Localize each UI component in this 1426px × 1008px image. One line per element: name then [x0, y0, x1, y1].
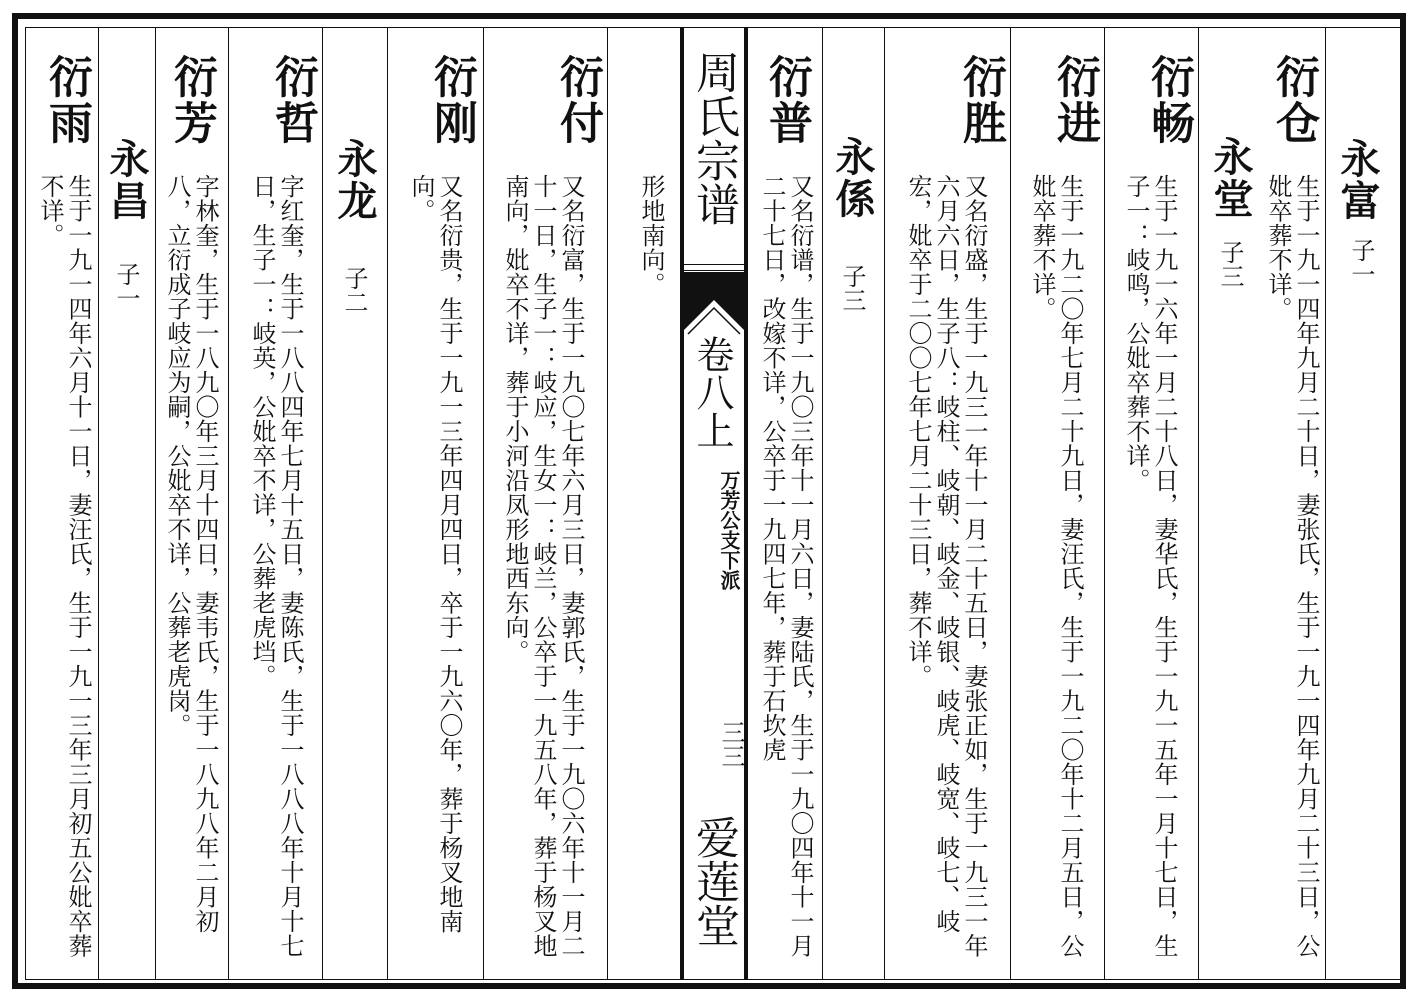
fish-tail-ornament-icon [684, 272, 744, 342]
continuation-column [609, 28, 679, 980]
column-divider [1104, 28, 1105, 980]
page-number: 三三 [717, 720, 745, 768]
entry-name: 衍付 [552, 54, 603, 146]
entry-text: 字红奎，生于一八八四年七月十五日，妻陈氏，生于一八八八年十月十七日，生子一：岐英，公妣卒不详，公葬老虎垱。 [248, 174, 304, 958]
column-divider [607, 28, 608, 980]
column-divider [98, 28, 99, 980]
parent-column [1200, 28, 1262, 980]
entry-name: 衍进 [1049, 54, 1100, 146]
entry-column [886, 28, 1010, 980]
spine-border-left [680, 28, 684, 980]
entry-text: 又名衍盛，生于一九三一年十一月二十五日，妻张正如，生于一九三一年六月六日，生子八：岐柱、岐朝、岐金、岐银、岐虎、岐宽、岐七、岐宏，妣卒于二〇〇七年七月二十三日，葬不详。 [904, 174, 988, 958]
entry-column [157, 28, 228, 980]
spine-rule [684, 264, 744, 265]
parent-column [1327, 28, 1397, 980]
parent-children-count: 子一 [112, 262, 140, 310]
entry-column [230, 28, 322, 980]
parent-column [100, 28, 155, 980]
spine-rule [684, 270, 744, 271]
column-divider [884, 28, 885, 980]
column-divider [483, 28, 484, 980]
spine-border-right [744, 28, 748, 980]
entry-column [1262, 28, 1324, 980]
entry-column [30, 28, 98, 980]
parent-name: 永龙 [331, 138, 378, 222]
entry-name: 衍胜 [955, 54, 1006, 146]
entry-column [1012, 28, 1104, 980]
entry-text: 又名衍谱，生于一九〇三年十一月六日，妻陆氏，生于一九〇四年十一月二十七日，改嫁不详，公卒于一九四七年，葬于石坎虎 [758, 174, 814, 958]
parent-name: 永係 [829, 136, 876, 220]
column-divider [1325, 28, 1326, 980]
entry-name: 衍雨 [41, 54, 92, 146]
parent-children-count: 子二 [340, 266, 368, 314]
entry-name: 衍畅 [1143, 54, 1194, 146]
parent-column [324, 28, 387, 980]
entry-name: 衍芳 [166, 54, 217, 146]
continuation-text: 形地南向。 [637, 174, 665, 297]
column-divider [155, 28, 156, 980]
parent-children-count: 子三 [838, 264, 866, 312]
entry-text: 生于一九一四年六月十一日，妻汪氏，生于一九一三年三月初五公妣卒葬不详。 [36, 174, 92, 958]
entry-name: 衍哲 [267, 54, 318, 146]
parent-name: 永昌 [103, 138, 150, 222]
column-divider [1198, 28, 1199, 980]
entry-column [485, 28, 607, 980]
entry-text: 生于一九二〇年七月二十九日，妻汪氏，生于一九二〇年十二月五日，公妣卒葬不详。 [1028, 174, 1084, 958]
parent-column [824, 28, 884, 980]
entry-text: 生于一九一六年一月二十八日，妻华氏，生于一九一五年一月十七日，生子一：岐鸣，公妣卒葬不详。 [1122, 174, 1178, 958]
parent-children-count: 子一 [1347, 238, 1375, 286]
branch-label: 万芳公支下派 [717, 470, 741, 590]
column-divider [822, 28, 823, 980]
entry-name: 衍仓 [1268, 54, 1319, 146]
entry-name: 衍刚 [426, 54, 477, 146]
entry-column [1106, 28, 1198, 980]
entry-text: 生于一九一四年九月二十日，妻张氏，生于一九一四年九月二十三日，公妣卒葬不详。 [1264, 174, 1320, 958]
hall-name: 爱莲堂 [688, 815, 739, 947]
entry-column [389, 28, 483, 980]
entry-column [750, 28, 822, 980]
volume-label: 卷八上 [690, 335, 734, 449]
entry-text: 字林奎，生于一八九〇年三月十四日，妻韦氏，生于一八九八年二月初八，立衍成子岐应为嗣，公妣卒不详，公葬老虎岗。 [163, 174, 219, 934]
parent-name: 永堂 [1207, 136, 1254, 220]
parent-name: 永富 [1334, 138, 1381, 222]
column-divider [1010, 28, 1011, 980]
book-title: 周氏宗谱 [688, 50, 739, 226]
column-divider [387, 28, 388, 980]
column-divider [322, 28, 323, 980]
entry-name: 衍普 [761, 54, 812, 146]
entry-text: 又名衍富，生于一九〇七年六月三日，妻郭氏，生于一九〇六年十一月二十一日，生子一：岐应，生女一：岐兰，公卒于一九五八年，葬于杨叉地南向，妣卒不详，葬于小河沿凤形地西东向。 [501, 174, 585, 958]
column-divider [228, 28, 229, 980]
entry-text: 又名衍贵，生于一九一三年四月四日，卒于一九六〇年，葬于杨叉地南向。 [407, 174, 463, 934]
parent-children-count: 子三 [1216, 240, 1244, 288]
